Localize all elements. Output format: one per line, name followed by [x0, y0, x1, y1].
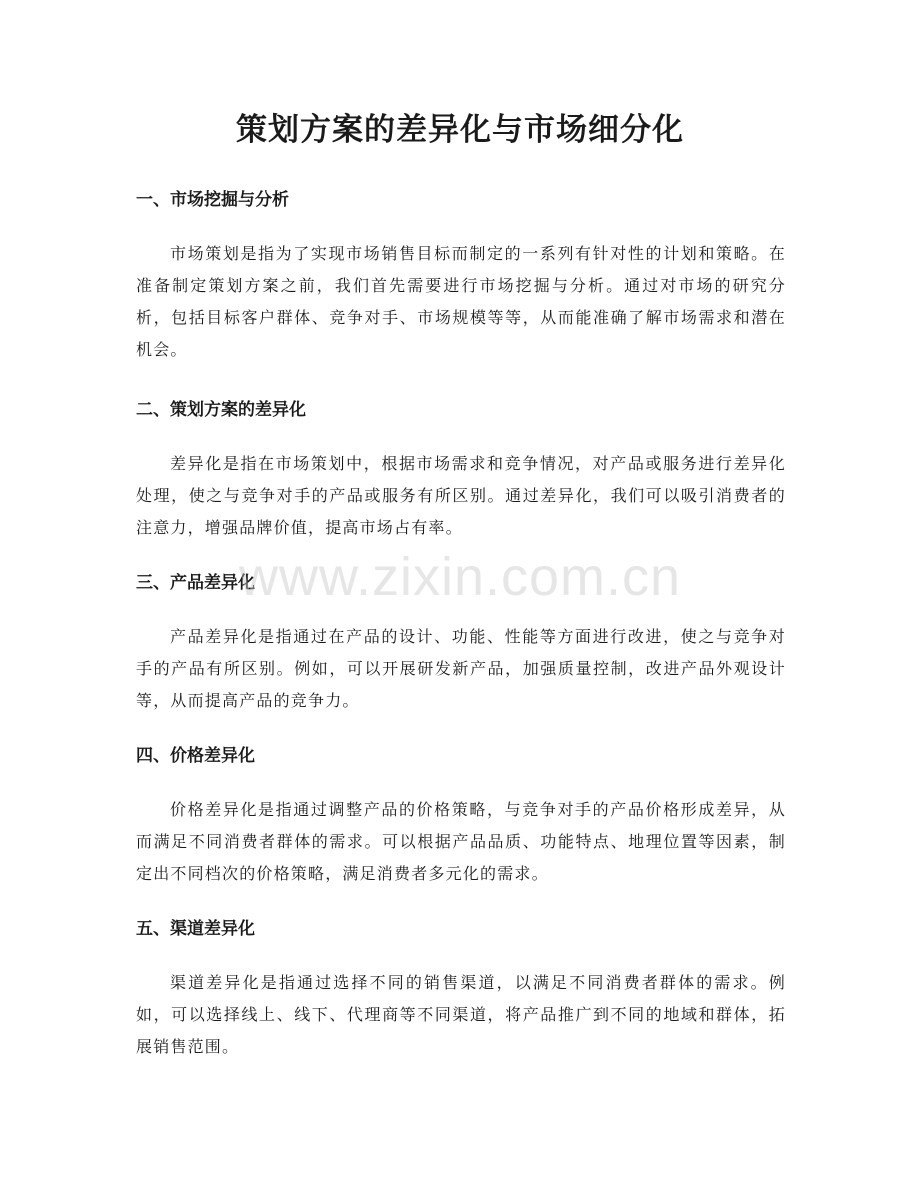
section-heading: 二、策划方案的差异化 [136, 400, 306, 420]
section-product-differentiation [136, 571, 786, 717]
section-paragraph: 市场策划是指为了实现市场销售目标而制定的一系列有针对性的计划和策略。在准备制定策划方案之前，我们首先需要进行市场挖掘与分析。通过对市场的研究分析，包括目标客户群体、竞争对手、市场规模等等，从而能准确了解市场需求和潜在机会。 [136, 244, 786, 359]
section-paragraph: 渠道差异化是指通过选择不同的销售渠道，以满足不同消费者群体的需求。例如，可以选择线上、线下、代理商等不同渠道，将产品推广到不同的地域和群体，拓展销售范围。 [136, 973, 786, 1056]
document-title: 策划方案的差异化与市场细分化 [236, 112, 684, 148]
section-market-analysis [136, 188, 786, 366]
section-paragraph: 价格差异化是指通过调整产品的价格策略，与竞争对手的产品价格形成差异，从而满足不同消费者群体的需求。可以根据产品品质、功能特点、地理位置等因素，制定出不同档次的价格策略，满足消费者多元化的需求。 [136, 800, 786, 883]
watermark-text: www.zixin.com.cn [238, 547, 682, 607]
section-channel-differentiation [136, 917, 786, 1063]
section-price-differentiation [136, 744, 786, 890]
section-heading: 三、产品差异化 [136, 573, 255, 593]
section-paragraph: 差异化是指在市场策划中，根据市场需求和竞争情况，对产品或服务进行差异化处理，使之与竞争对手的产品或服务有所区别。通过差异化，我们可以吸引消费者的注意力，增强品牌价值，提高市场占有率。 [136, 454, 786, 537]
section-heading: 五、渠道差异化 [136, 919, 255, 939]
section-heading: 一、市场挖掘与分析 [136, 190, 289, 210]
section-plan-differentiation [136, 398, 786, 544]
section-paragraph: 产品差异化是指通过在产品的设计、功能、性能等方面进行改进，使之与竞争对手的产品有所区别。例如，可以开展研发新产品，加强质量控制，改进产品外观设计等，从而提高产品的竞争力。 [136, 627, 786, 710]
section-heading: 四、价格差异化 [136, 746, 255, 766]
